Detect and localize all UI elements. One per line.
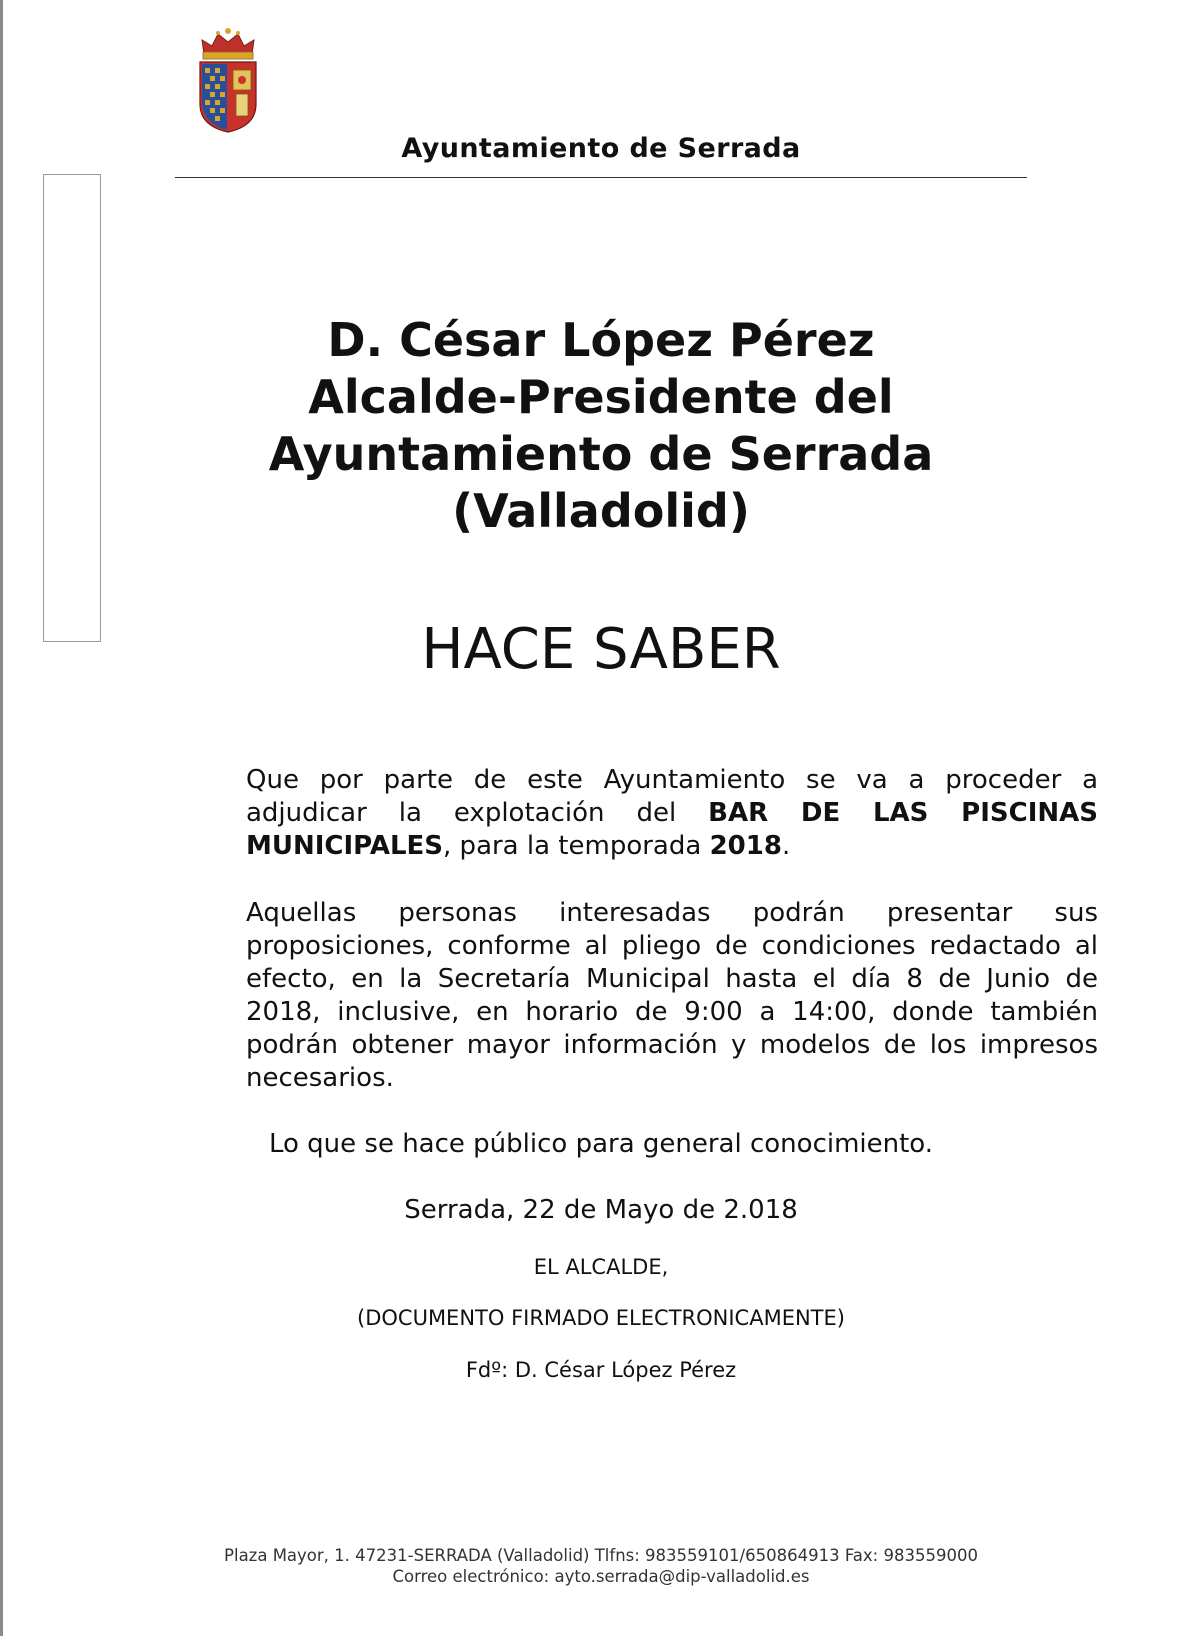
title-line-council: Ayuntamiento de Serrada — [268, 427, 934, 481]
bold-bar-name: BAR DE LAS PISCINAS MUNICIPALES — [246, 798, 1098, 861]
title-line-position: Alcalde-Presidente del — [308, 370, 894, 424]
title-line-province: (Valladolid) — [452, 484, 750, 538]
coat-of-arms-icon — [196, 24, 260, 134]
signer-name: Fdº: D. César López Pérez — [465, 1358, 737, 1382]
title-line-mayor-name: D. César López Pérez — [327, 313, 875, 367]
margin-frame — [43, 174, 101, 642]
bold-season-year: 2018 — [709, 831, 782, 861]
organization-name: Ayuntamiento de Serrada — [401, 133, 801, 164]
electronic-signature-note: (DOCUMENTO FIRMADO ELECTRONICAMENTE) — [357, 1306, 845, 1330]
signer-role: EL ALCALDE, — [533, 1255, 669, 1279]
document-title — [175, 312, 1027, 540]
paragraph-adjudication: Que por parte de este Ayuntamiento se va a proceder a adjudicar la explotación del BAR DE LAS PISCINAS MUNICIPALES, para la temporada 2018. — [246, 765, 1098, 861]
footer-email: Correo electrónico: ayto.serrada@dip-valladolid.es — [392, 1567, 810, 1586]
announcement-heading: HACE SABER — [421, 617, 781, 682]
dateline: Serrada, 22 de Mayo de 2.018 — [404, 1195, 798, 1225]
header-divider — [175, 177, 1027, 178]
paragraph-proposals: Aquellas personas interesadas podrán presentar sus proposiciones, conforme al pliego de condiciones redactado al efecto, en la Secretaría Municipal hasta el día 8 de Junio de 2018, inclusive, en horario de 9:00 a 14:00, donde también podrán obtener mayor información y modelos de los impresos necesarios. — [246, 898, 1098, 1093]
footer-address: Plaza Mayor, 1. 47231-SERRADA (Valladolid) Tlfns: 983559101/650864913 Fax: 983559000 — [224, 1546, 978, 1565]
closing-statement: Lo que se hace público para general conocimiento. — [268, 1129, 934, 1159]
page-edge — [0, 0, 3, 1636]
